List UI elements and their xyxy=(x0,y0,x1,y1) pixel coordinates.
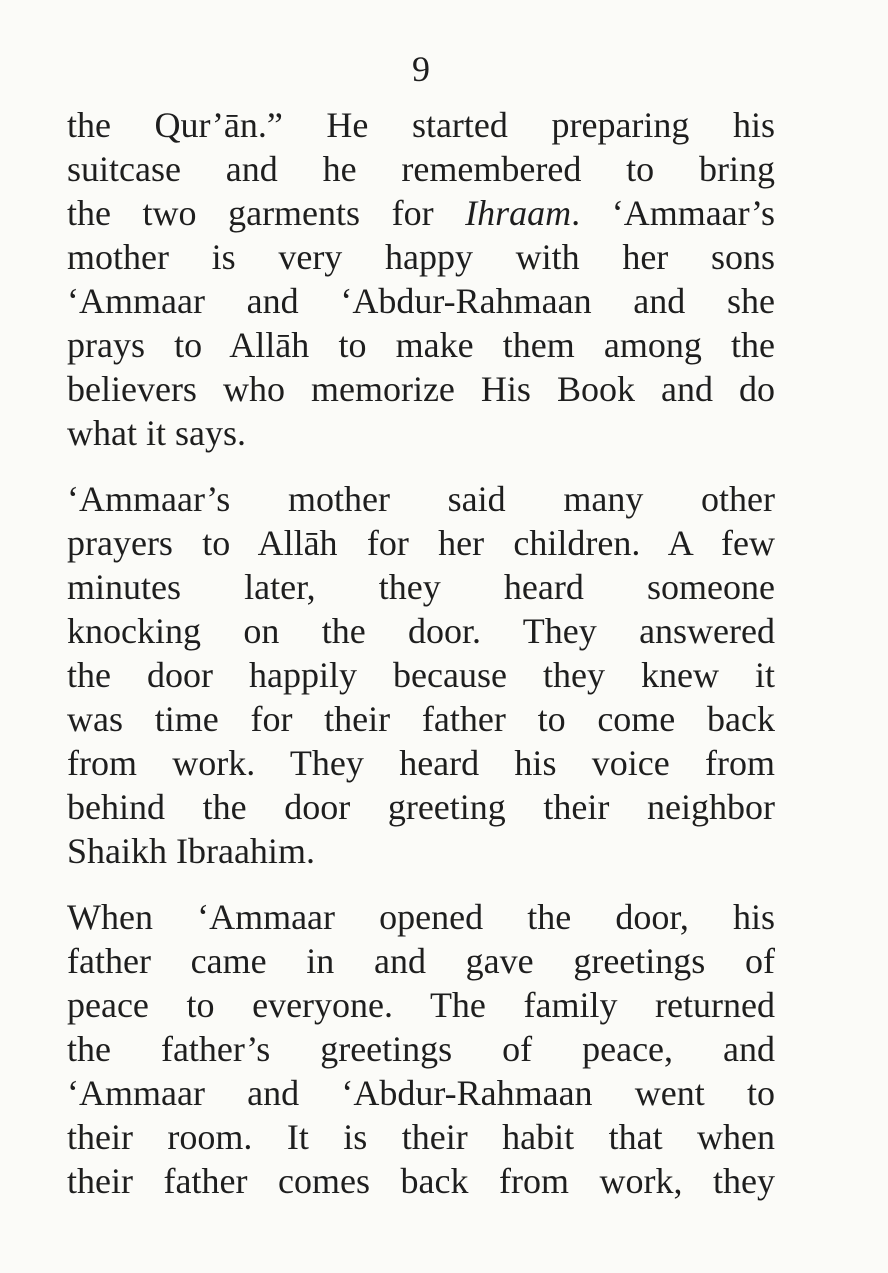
text-line: from work. They heard his voice from xyxy=(67,743,775,783)
text-line: prays to Allāh to make them among the xyxy=(67,325,775,365)
text-line: knocking on the door. They answered xyxy=(67,611,775,651)
text-line: minutes later, they heard someone xyxy=(67,567,775,607)
text-line: the door happily because they knew it xyxy=(67,655,775,695)
text-line: believers who memorize His Book and do xyxy=(67,369,775,409)
text-line: was time for their father to come back xyxy=(67,699,775,739)
text-line: prayers to Allāh for her children. A few xyxy=(67,523,775,563)
text-line xyxy=(67,191,775,235)
paragraph-3 xyxy=(67,895,775,1203)
text-line: ‘Ammaar and ‘Abdur-Rahmaan went to xyxy=(67,1073,775,1113)
text-line: behind the door greeting their neighbor xyxy=(67,787,775,827)
paragraph-1 xyxy=(67,103,775,455)
text-line: peace to everyone. The family returned xyxy=(67,985,775,1025)
text-line: their father comes back from work, they xyxy=(67,1161,775,1201)
text-segment: . ‘Ammaar’s xyxy=(571,193,775,233)
paragraph-2 xyxy=(67,477,775,873)
text-line: ‘Ammaar and ‘Abdur-Rahmaan and she xyxy=(67,281,775,321)
text-line: Shaikh Ibraahim. xyxy=(67,831,315,871)
italic-term: Ihraam xyxy=(465,193,572,233)
text-line: mother is very happy with her sons xyxy=(67,237,775,277)
text-line: When ‘Ammaar opened the door, his xyxy=(67,897,775,937)
text-line: what it says. xyxy=(67,413,246,453)
page-number: 9 xyxy=(412,49,430,89)
text-line: their room. It is their habit that when xyxy=(67,1117,775,1157)
text-line: father came in and gave greetings of xyxy=(67,941,775,981)
text-line: ‘Ammaar’s mother said many other xyxy=(67,479,775,519)
text-line: the Qur’ān.” He started preparing his xyxy=(67,105,775,145)
body-text xyxy=(67,103,775,1225)
text-line: the father’s greetings of peace, and xyxy=(67,1029,775,1069)
text-segment: the two garments for xyxy=(67,193,466,233)
text-line: suitcase and he remembered to bring xyxy=(67,149,775,189)
